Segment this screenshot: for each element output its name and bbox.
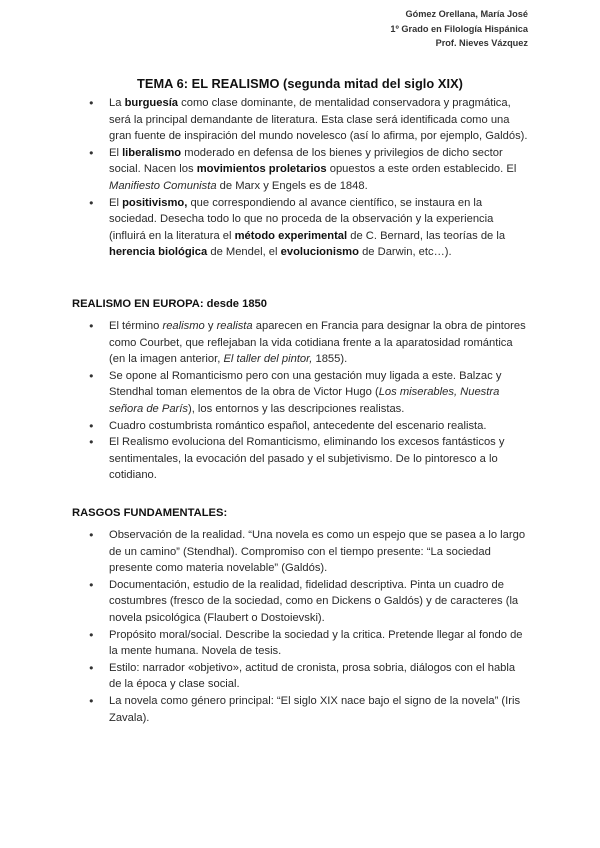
list-item: ● Se opone al Romanticismo pero con una gestación muy ligada a este. Balzac y Stendhal toman elementos de la obra de Victor Hugo (Los miserables, Nuestra señora de París), los entornos y las descripciones realistas. (0, 368, 529, 418)
list-item: ● La novela como género principal: “El siglo XIX nace bajo el signo de la novela” (Iris Zavala). (0, 693, 529, 726)
list-item: ● El positivismo, que correspondiendo al avance científico, se instaura en la sociedad. Desecha todo lo que no proceda de la observación y la experiencia (influirá en la literatura el método experimental de C. Bernard, las teorías de la herencia biológica de Mendel, el evolucionismo de Darwin, etc…). (0, 195, 529, 261)
list-item: ● Estilo: narrador «objetivo», actitud de cronista, prosa sobria, diálogos con el habla de la época y clase social. (0, 660, 529, 693)
list-item: ● Cuadro costumbrista romántico español, antecedente del escenario realista. (0, 418, 529, 435)
course-name: 1º Grado en Filología Hispánica (390, 23, 528, 34)
list-item: ● El Realismo evoluciona del Romanticismo, eliminando los excesos fantásticos y sentimentales, la evocación del pasado y el subjetivismo. De lo pintoresco a lo cotidiano. (0, 434, 529, 484)
list-item: ● Observación de la realidad. “Una novela es como un espejo que se pasea a lo largo de un camino” (Stendhal). Compromiso con el tiempo presente: “La sociedad presente como materia novelable” (Galdós). (0, 527, 529, 577)
europe-list (0, 318, 529, 484)
intro-list (0, 95, 529, 261)
list-item: ● Documentación, estudio de la realidad, fidelidad descriptiva. Pinta un cuadro de costumbres (fresco de la sociedad, como en Dickens o Galdós) y de caracteres (la novela psicológica (Flaubert o Dostoievski). (0, 577, 529, 627)
section-heading-traits: RASGOS FUNDAMENTALES: (72, 507, 228, 519)
author-name: Gómez Orellana, María José (405, 9, 528, 19)
document-title: TEMA 6: EL REALISMO (segunda mitad del siglo XIX) (137, 76, 463, 91)
professor-name: Prof. Nieves Vázquez (435, 38, 528, 48)
section-heading-europe: REALISMO EN EUROPA: desde 1850 (72, 298, 267, 310)
list-item: ● El liberalismo moderado en defensa de los bienes y privilegios de dicho sector social. Nacen los movimientos proletarios opuestos a este orden establecido. El Manifiesto Comunista de Marx y Engels es de 1848. (0, 145, 529, 195)
list-item: ● La burguesía como clase dominante, de mentalidad conservadora y pragmática, será la principal demandante de literatura. Esta clase será identificada como una gran fuente de inspiración del mundo novelesco (así lo afirma, por ejemplo, Galdós). (0, 95, 529, 145)
list-item: ● El término realismo y realista aparecen en Francia para designar la obra de pintores como Courbet, que reflejaban la vida cotidiana frente a la aparatosidad romántica (en la imagen anterior, El taller del pintor, 1855). (0, 318, 529, 368)
document-header (390, 7, 528, 51)
list-item: ● Propósito moral/social. Describe la sociedad y la critica. Pretende llegar al fondo de la mente humana. Novela de tesis. (0, 627, 529, 660)
traits-list (0, 527, 529, 726)
